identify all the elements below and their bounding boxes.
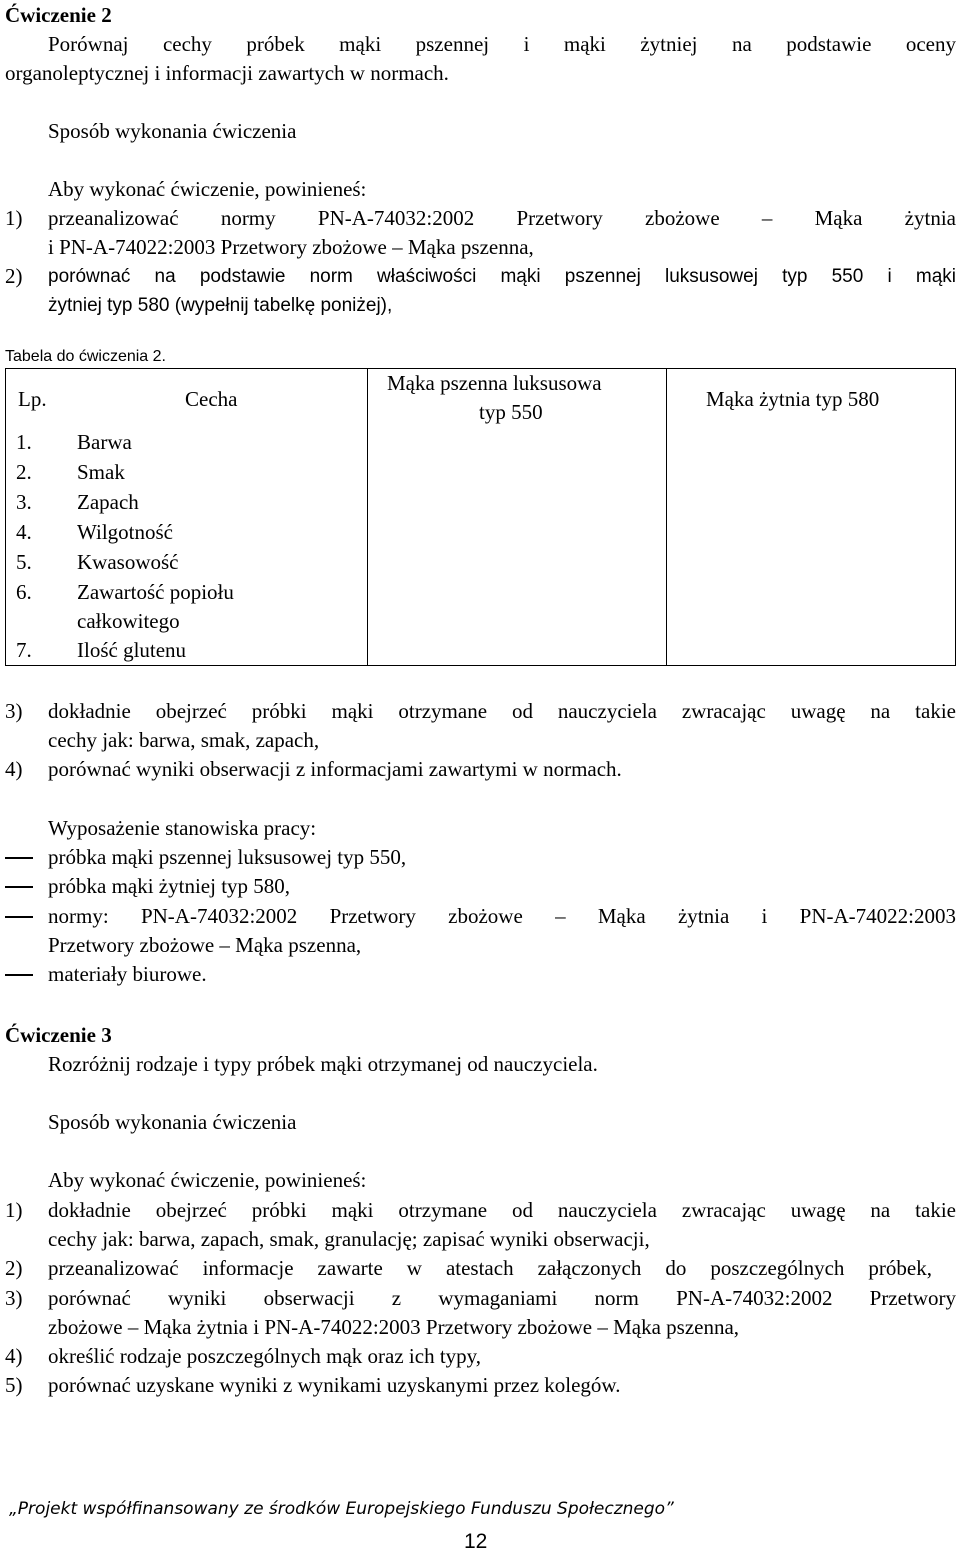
row-feature: Ilość glutenu (77, 638, 187, 662)
equipment-text: próbka mąki żytniej typ 580, (48, 874, 291, 898)
row-feature: Wilgotność (77, 520, 173, 544)
step-text-line1: porównać wyniki obserwacji z wymaganiami norm PN-A-74032:2002 Przetwory (48, 1286, 956, 1310)
step-text-line1: porównać na podstawie norm właściwości mąki pszennej luksusowej typ 550 i mąki (48, 266, 956, 287)
exercise-2-intro-line1: Porównaj cechy próbek mąki pszennej i mąki żytniej na podstawie oceny (48, 32, 956, 56)
page-number: 12 (464, 1530, 488, 1553)
step-number: 3) (5, 699, 23, 723)
step-number: 3) (5, 1286, 23, 1310)
row-lp: 5. (16, 550, 32, 574)
step-text-line2: zbożowe – Mąka żytnia i PN-A-74022:2003 Przetwory zbożowe – Mąka pszenna, (48, 1315, 740, 1339)
exercise-3-title: Ćwiczenie 3 (5, 1023, 112, 1047)
header-feature: Cecha (185, 387, 238, 411)
row-feature-line2: całkowitego (77, 609, 180, 633)
table-divider-col4 (666, 368, 667, 666)
table-border-left (5, 368, 6, 666)
row-lp: 4. (16, 520, 32, 544)
step-text-line1: dokładnie obejrzeć próbki mąki otrzymane od nauczyciela zwracając uwagę na takie (48, 699, 956, 723)
step-text-line1: przeanalizować normy PN-A-74032:2002 Przetwory zbożowe – Mąka żytnia (48, 206, 956, 230)
equipment-heading: Wyposażenie stanowiska pracy: (48, 816, 317, 840)
exercise-2-title: Ćwiczenie 2 (5, 3, 112, 27)
dash-bullet-icon (5, 886, 33, 888)
step-text-line1: określić rodzaje poszczególnych mąk oraz ich typy, (48, 1344, 482, 1368)
exercise-3-method-heading: Sposób wykonania ćwiczenia (48, 1110, 297, 1134)
step-text-line1: porównać wyniki obserwacji z informacjami zawartymi w normach. (48, 757, 622, 781)
step-text-line1: dokładnie obejrzeć próbki mąki otrzymane od nauczyciela zwracając uwagę na takie (48, 1198, 956, 1222)
step-number: 4) (5, 757, 23, 781)
dash-bullet-icon (5, 916, 33, 918)
exercise-2-intro-line2: organoleptycznej i informacji zawartych w normach. (5, 61, 449, 85)
step-text-line2: cechy jak: barwa, zapach, smak, granulację; zapisać wyniki obserwacji, (48, 1227, 650, 1251)
row-lp: 6. (16, 580, 32, 604)
row-lp: 2. (16, 460, 32, 484)
step-number: 2) (5, 1256, 23, 1280)
step-text-line2: i PN-A-74022:2003 Przetwory zbożowe – Mąka pszenna, (48, 235, 534, 259)
header-lp: Lp. (18, 387, 47, 411)
header-wheat-line2: typ 550 (479, 400, 543, 424)
header-rye: Mąka żytnia typ 580 (706, 387, 880, 411)
step-number: 4) (5, 1344, 23, 1368)
row-feature: Zapach (77, 490, 139, 514)
row-lp: 3. (16, 490, 32, 514)
comparison-table (5, 368, 956, 666)
table-divider-col3 (367, 368, 368, 666)
step-number: 2) (5, 264, 23, 288)
step-number: 1) (5, 206, 23, 230)
step-number: 1) (5, 1198, 23, 1222)
table-caption: Tabela do ćwiczenia 2. (5, 348, 166, 365)
step-text-line2: cechy jak: barwa, smak, zapach, (48, 728, 320, 752)
exercise-3-lead: Aby wykonać ćwiczenie, powinieneś: (48, 1168, 367, 1192)
dash-bullet-icon (5, 857, 33, 859)
exercise-3-intro: Rozróżnij rodzaje i typy próbek mąki otrzymanej od nauczyciela. (48, 1052, 598, 1076)
row-feature: Smak (77, 460, 125, 484)
step-text-line1: przeanalizować informacje zawarte w atestach załączonych do poszczególnych próbek, (48, 1256, 932, 1280)
exercise-2-method-heading: Sposób wykonania ćwiczenia (48, 119, 297, 143)
row-feature: Barwa (77, 430, 132, 454)
footer-funding-note: „Projekt współfinansowany ze środków Europejskiego Funduszu Społecznego” (9, 1499, 674, 1519)
table-border-bottom (5, 665, 956, 666)
table-border-right (955, 368, 956, 666)
dash-bullet-icon (5, 974, 33, 976)
row-feature: Zawartość popiołu (77, 580, 234, 604)
exercise-2-lead: Aby wykonać ćwiczenie, powinieneś: (48, 177, 367, 201)
step-text-line1: porównać uzyskane wyniki z wynikami uzyskanymi przez kolegów. (48, 1373, 621, 1397)
row-lp: 7. (16, 638, 32, 662)
row-feature: Kwasowość (77, 550, 179, 574)
row-lp: 1. (16, 430, 32, 454)
step-text-line2: żytniej typ 580 (wypełnij tabelkę poniżej), (48, 295, 393, 316)
equipment-text: normy: PN-A-74032:2002 Przetwory zbożowe – Mąka żytnia i PN-A-74022:2003 (48, 904, 956, 928)
equipment-text: próbka mąki pszennej luksusowej typ 550, (48, 845, 407, 869)
header-wheat-line1: Mąka pszenna luksusowa (387, 371, 602, 395)
equipment-text: materiały biurowe. (48, 962, 207, 986)
equipment-text-line2: Przetwory zbożowe – Mąka pszenna, (48, 933, 362, 957)
step-number: 5) (5, 1373, 23, 1397)
